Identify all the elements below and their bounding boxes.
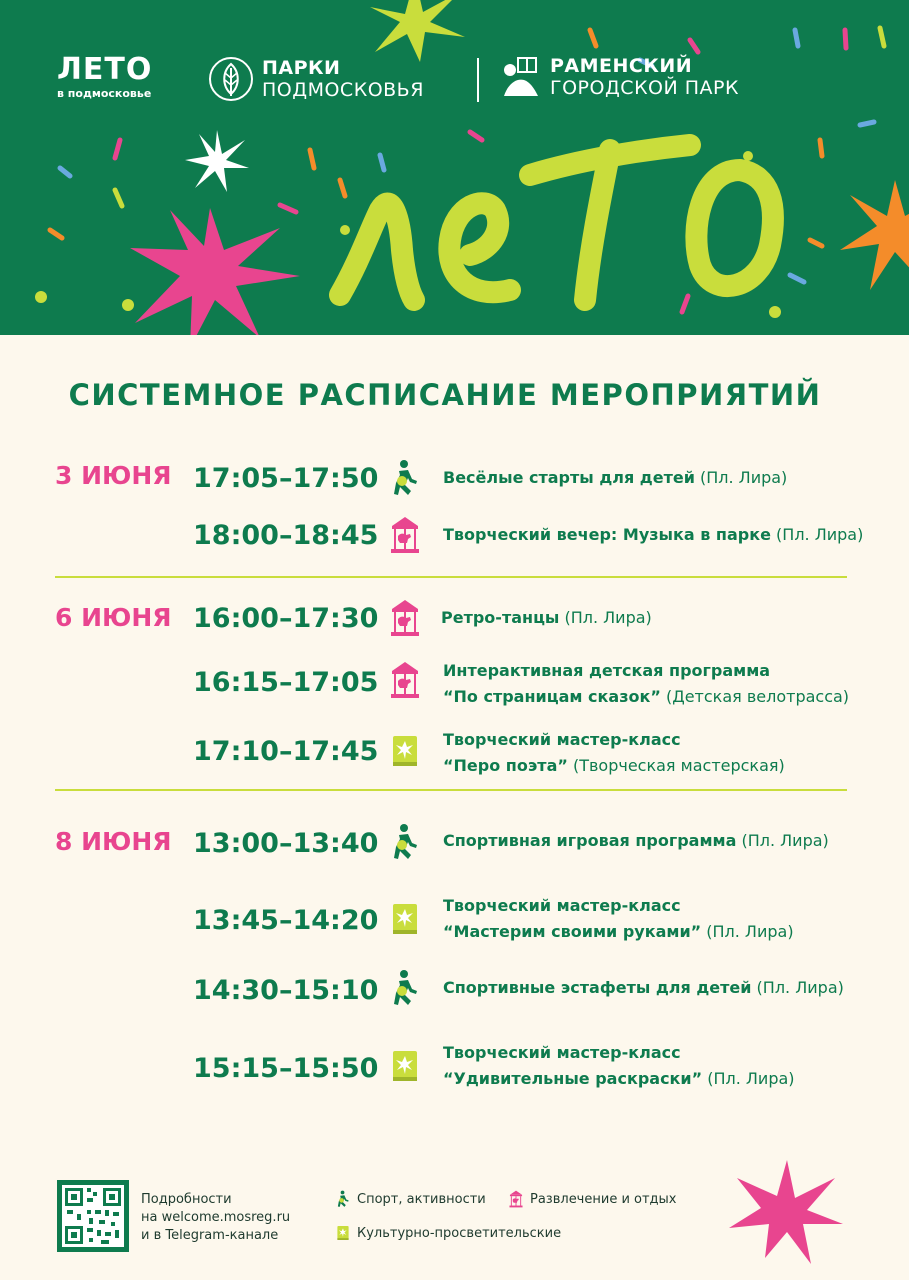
event-time: 17:10–17:45 bbox=[193, 736, 379, 767]
event-time: 15:15–15:50 bbox=[193, 1053, 379, 1084]
event-subtitle: “Перо поэта” bbox=[443, 756, 568, 775]
logo-leto[interactable] bbox=[57, 52, 153, 101]
carousel-icon bbox=[390, 599, 420, 637]
legend-sport bbox=[336, 1190, 486, 1208]
header-decoration bbox=[0, 0, 909, 335]
event-title: Творческий мастер-класс bbox=[443, 1043, 681, 1062]
event-location: (Пл. Лира) bbox=[751, 978, 844, 997]
sport-icon bbox=[336, 1190, 350, 1208]
event-location: (Пл. Лира) bbox=[694, 468, 788, 487]
ramen-line1: РАМЕНСКИЙ bbox=[550, 55, 693, 77]
day-date: 8 ИЮНЯ bbox=[55, 827, 172, 856]
footer-info-link[interactable]: на welcome.mosreg.ru bbox=[141, 1210, 291, 1225]
book-icon bbox=[390, 732, 420, 770]
book-icon bbox=[390, 1047, 420, 1085]
logo-leto-small: в подмосковье bbox=[57, 87, 152, 100]
event-description bbox=[443, 465, 787, 491]
footer-info bbox=[141, 1191, 290, 1245]
legend-fun bbox=[509, 1190, 677, 1208]
footer-info-line: Подробности bbox=[141, 1192, 232, 1207]
legend-label: Развлечение и отдых bbox=[530, 1191, 677, 1207]
leaf-logo-icon bbox=[208, 56, 254, 102]
event-location: (Детская велотрасса) bbox=[660, 687, 850, 706]
logo-ramensky-park[interactable] bbox=[500, 54, 739, 100]
day-separator bbox=[55, 789, 847, 791]
parks-line2: ПОДМОСКОВЬЯ bbox=[262, 79, 424, 101]
book-icon bbox=[336, 1224, 350, 1242]
page-title: СИСТЕМНОЕ РАСПИСАНИЕ МЕРОПРИЯТИЙ bbox=[68, 378, 822, 412]
event-time: 14:30–15:10 bbox=[193, 975, 379, 1006]
day-separator bbox=[55, 576, 847, 578]
event-title: Спортивная игровая программа bbox=[443, 831, 737, 850]
event-location: (Пл. Лира) bbox=[770, 525, 864, 544]
lime-star-decoration bbox=[370, 0, 465, 62]
event-time: 13:45–14:20 bbox=[193, 905, 379, 936]
event-title: Творческий мастер-класс bbox=[443, 896, 681, 915]
sport-icon bbox=[390, 459, 420, 497]
logo-leto-big: ЛЕТО bbox=[57, 52, 153, 87]
event-title: Интерактивная детская программа bbox=[443, 661, 771, 680]
event-subtitle: “По страницам сказок” bbox=[443, 687, 661, 706]
parks-line1: ПАРКИ bbox=[262, 57, 341, 79]
event-description bbox=[443, 1040, 795, 1092]
event-time: 18:00–18:45 bbox=[193, 520, 379, 551]
event-description bbox=[443, 658, 849, 710]
hero-word-lettering bbox=[340, 145, 773, 300]
event-description bbox=[443, 893, 794, 945]
carousel-icon bbox=[509, 1190, 523, 1208]
event-description bbox=[443, 727, 785, 779]
ramen-line2: ГОРОДСКОЙ ПАРК bbox=[550, 77, 739, 99]
logo-divider bbox=[477, 58, 479, 102]
carousel-icon bbox=[390, 516, 420, 554]
event-description bbox=[441, 605, 652, 631]
event-title: Ретро-танцы bbox=[441, 608, 560, 627]
event-time: 16:00–17:30 bbox=[193, 603, 379, 634]
event-subtitle: “Удивительные раскраски” bbox=[443, 1069, 703, 1088]
carousel-icon bbox=[390, 661, 420, 699]
sport-icon bbox=[390, 969, 420, 1007]
event-time: 17:05–17:50 bbox=[193, 463, 379, 494]
logo-parks[interactable] bbox=[208, 56, 424, 102]
event-description bbox=[443, 522, 863, 548]
event-title: Весёлые старты для детей bbox=[443, 468, 695, 487]
event-time: 16:15–17:05 bbox=[193, 667, 379, 698]
book-icon bbox=[390, 900, 420, 938]
event-location: (Пл. Лира) bbox=[702, 1069, 795, 1088]
event-time: 13:00–13:40 bbox=[193, 828, 379, 859]
event-location: (Пл. Лира) bbox=[736, 831, 829, 850]
event-title: Творческий мастер-класс bbox=[443, 730, 681, 749]
event-location: (Творческая мастерская) bbox=[567, 756, 785, 775]
event-title: Творческий вечер: Музыка в парке bbox=[443, 525, 771, 544]
event-title: Спортивные эстафеты для детей bbox=[443, 978, 752, 997]
event-description bbox=[443, 828, 829, 854]
event-location: (Пл. Лира) bbox=[701, 922, 794, 941]
pink-star-decoration bbox=[725, 1158, 845, 1268]
orange-star-decoration bbox=[840, 180, 909, 290]
footer-info-line: и в Telegram-канале bbox=[141, 1228, 279, 1243]
white-star-decoration bbox=[185, 130, 249, 192]
legend-label: Культурно-просветительские bbox=[357, 1225, 562, 1241]
sport-icon bbox=[390, 823, 420, 861]
day-date: 6 ИЮНЯ bbox=[55, 603, 172, 632]
legend-culture bbox=[336, 1224, 561, 1242]
park-emblem-icon bbox=[500, 54, 542, 100]
event-description bbox=[443, 975, 844, 1001]
legend-label: Спорт, активности bbox=[357, 1191, 486, 1207]
header-banner bbox=[0, 0, 909, 335]
event-location: (Пл. Лира) bbox=[559, 608, 652, 627]
qr-code[interactable] bbox=[57, 1180, 129, 1252]
pink-star-decoration bbox=[130, 208, 300, 335]
event-subtitle: “Мастерим своими руками” bbox=[443, 922, 702, 941]
day-date: 3 ИЮНЯ bbox=[55, 461, 172, 490]
